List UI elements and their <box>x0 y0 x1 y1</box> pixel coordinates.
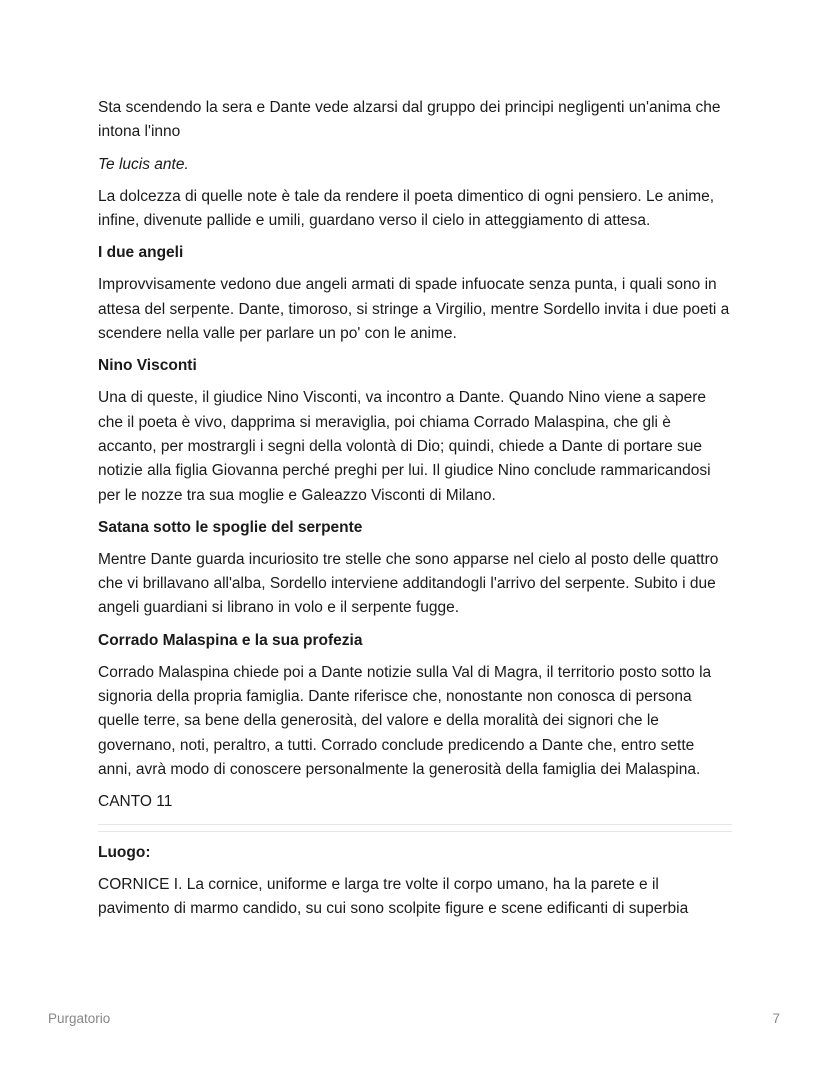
horizontal-divider <box>98 824 732 832</box>
paragraph: Una di queste, il giudice Nino Visconti, va incontro a Dante. Quando Nino viene a sapere che il poeta è vivo, dapprima si meraviglia, poi chiama Corrado Malaspina, che gli è accanto, per mostrargli i segni della volontà di Dio; quindi, chiede a Dante di portare sue notizie alla figlia Giovanna perché preghi per lui. Il giudice Nino conclude rammaricandosi per le nozze tra sua moglie e Galeazzo Visconti di Milano. <box>98 389 711 504</box>
canto-label: CANTO 11 <box>98 793 173 811</box>
section-heading: Satana sotto le spoglie del serpente <box>98 518 363 536</box>
section-heading: Nino Visconti <box>98 357 197 375</box>
hymn-title: Te lucis ante. <box>98 155 189 173</box>
paragraph: Corrado Malaspina chiede poi a Dante notizie sulla Val di Magra, il territorio posto sotto la signoria della propria famiglia. Dante riferisce che, nonostante non conosca di persona quelle terre, sa bene della generosità, del valore e della moralità dei signori che le governano, noti, peraltro, a tutti. Corrado conclude predicendo a Dante che, entro sette anni, avrà modo di conoscere personalmente la generosità della famiglia dei Malaspina. <box>98 663 712 778</box>
paragraph: CORNICE I. La cornice, uniforme e larga tre volte il corpo umano, ha la parete e il pavimento di marmo candido, su cui sono scolpite figure e scene edificanti di superbia <box>98 875 689 917</box>
footer-page-number: 7 <box>772 1011 780 1026</box>
section-heading: I due angeli <box>98 244 184 262</box>
document-body <box>98 96 732 929</box>
footer-document-title: Purgatorio <box>48 1011 111 1026</box>
section-heading: Luogo: <box>98 843 151 861</box>
section-heading: Corrado Malaspina e la sua profezia <box>98 631 363 649</box>
paragraph: Improvvisamente vedono due angeli armati di spade infuocate senza punta, i quali sono in attesa del serpente. Dante, timoroso, si stringe a Virgilio, mentre Sordello invita i due poeti a scendere nella valle per parlare un po' con le anime. <box>98 276 730 343</box>
paragraph: Mentre Dante guarda incuriosito tre stelle che sono apparse nel cielo al posto delle quattro che vi brillavano all'alba, Sordello interviene additandogli l'arrivo del serpente. Subito i due angeli guardiani si librano in volo e il serpente fugge. <box>98 550 719 617</box>
paragraph: La dolcezza di quelle note è tale da rendere il poeta dimentico di ogni pensiero. Le anime, infine, divenute pallide e umili, guardano verso il cielo in atteggiamento di attesa. <box>98 187 715 230</box>
paragraph: Sta scendendo la sera e Dante vede alzarsi dal gruppo dei principi negligenti un'anima che intona l'inno <box>98 99 721 141</box>
